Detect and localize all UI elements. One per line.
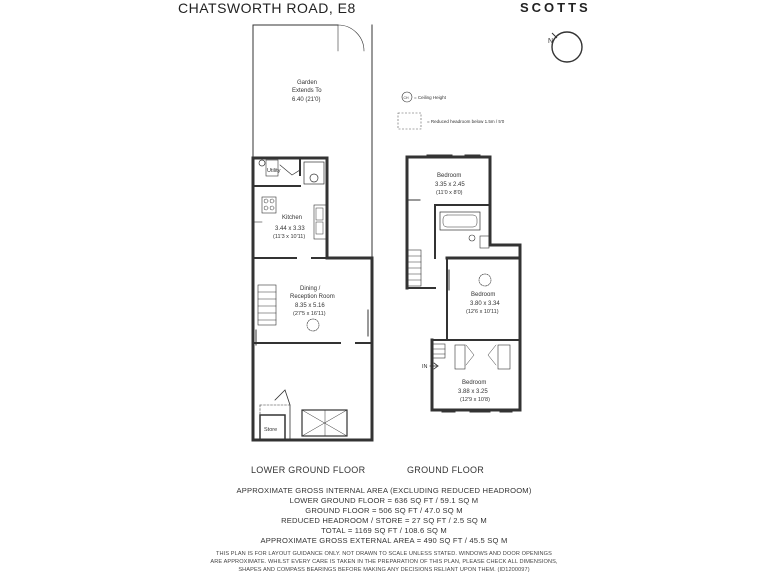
bedroom3-imperial: (12'9 x 10'8) [460,397,490,403]
area-external: APPROXIMATE GROSS EXTERNAL AREA = 490 SQ FT / 45.5 SQ M [260,536,508,545]
lower-ground-floor-label: LOWER GROUND FLOOR [251,465,366,475]
area-reduced-headroom: REDUCED HEADROOM / STORE = 27 SQ FT / 2.5 SQ M [281,516,487,525]
compass-north-label: N [548,38,554,45]
legend [398,92,505,129]
area-lower-ground: LOWER GROUND FLOOR = 636 SQ FT / 59.1 SQ M [289,496,479,505]
garden-dims: 6.40 (21'0) [292,97,321,103]
kitchen-metric: 3.44 x 3.33 [275,226,305,232]
utility-label: Utility [267,168,281,174]
reduced-headroom-key: = Reduced headroom below 1.5m / 5'0 [427,119,505,124]
disclaimer-line-1: THIS PLAN IS FOR LAYOUT GUIDANCE ONLY. NOT DRAWN TO SCALE UNLESS STATED. WINDOWS AND DOOR OPENINGS [216,551,552,557]
area-ground: GROUND FLOOR = 506 SQ FT / 47.0 SQ M [305,506,463,515]
compass-icon [548,32,582,62]
area-total: TOTAL = 1169 SQ FT / 108.6 SQ M [321,526,447,535]
ceiling-height-key: = Ceiling Height [414,95,446,100]
ch-symbol: CH [403,96,409,100]
bedroom1-metric: 3.35 x 2.45 [435,182,465,188]
dining-imperial: (27'5 x 16'11) [293,311,326,317]
dining-label-2: Reception Room [290,294,335,300]
bedroom2-metric: 3.80 x 3.34 [470,301,500,307]
dining-label: Dining / [300,286,321,292]
agency-logo: SCOTTS [520,0,591,15]
kitchen-label: Kitchen [282,215,303,221]
garden-extends-label: Extends To [292,88,322,94]
reduced-headroom-icon [398,113,421,129]
dining-metric: 8.35 x 5.16 [295,303,325,309]
bedroom3-label: Bedroom [462,380,487,386]
entrance-label: IN [422,364,428,370]
area-heading: APPROXIMATE GROSS INTERNAL AREA (EXCLUDING REDUCED HEADROOM) [236,486,532,495]
bedroom2-imperial: (12'6 x 10'11) [466,309,499,315]
bedroom1-label: Bedroom [437,173,462,179]
disclaimer-line-3: SHAPES AND COMPASS BEARINGS BEFORE MAKING ANY DECISIONS RELIANT UPON THEM. (ID1200097) [238,567,530,573]
bedroom3-metric: 3.88 x 3.25 [458,389,488,395]
kitchen-imperial: (11'3 x 10'11) [273,234,306,240]
store-label: Store [264,427,278,433]
property-title: CHATSWORTH ROAD, E8 [178,0,356,16]
bedroom1-imperial: (11'0 x 8'0) [436,190,463,196]
disclaimer-line-2: ARE APPROXIMATE. WHILST EVERY CARE IS TAKEN IN THE PREPARATION OF THIS PLAN, PLEASE CHECK ALL DIMENSIONS, [210,559,558,565]
bedroom2-label: Bedroom [471,292,496,298]
ground-floor-label: GROUND FLOOR [407,465,485,475]
ground-floor-plan [407,155,520,412]
garden-label: Garden [297,80,318,86]
